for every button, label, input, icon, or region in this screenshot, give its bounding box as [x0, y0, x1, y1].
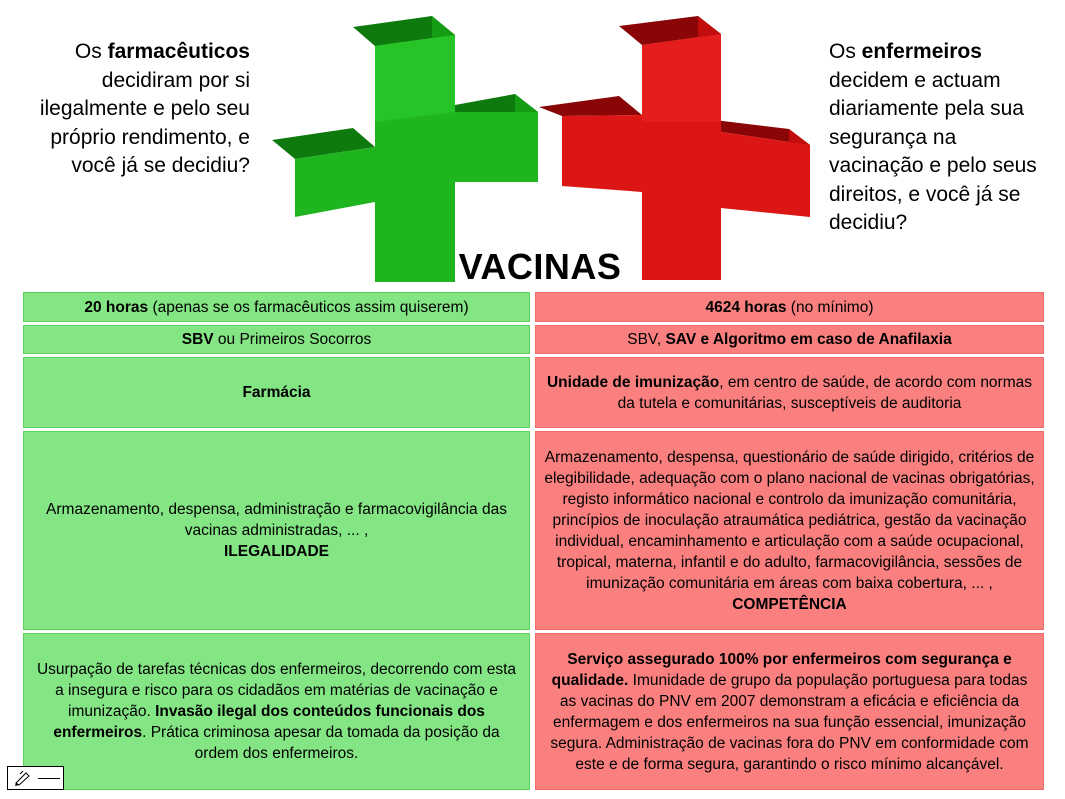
- tasks-pharmacists-bold: ILEGALIDADE: [223, 543, 330, 560]
- consequence-nurses: [535, 633, 1044, 790]
- hours-nurses: [535, 292, 1044, 322]
- location-pharmacists: [23, 357, 530, 428]
- tasks-pharmacists: [23, 431, 530, 630]
- hours-nurses-rest: (no mínimo): [786, 298, 874, 316]
- red-cross-icon: [539, 16, 810, 280]
- tasks-nurses-bold: COMPETÊNCIA: [732, 595, 847, 613]
- pen-icon: [14, 770, 32, 786]
- life-support-nurses: [535, 325, 1044, 354]
- consequence-pharmacists-bold: Invasão ilegal dos conteúdos funcionais dos enfermeiros: [53, 703, 485, 741]
- page-title: VACINAS: [458, 246, 622, 287]
- hours-pharmacists-bold: 20 horas: [84, 298, 149, 316]
- intro-right-pre: Os: [829, 40, 862, 63]
- crosses-graphic: [262, 12, 822, 284]
- intro-nurses: [829, 38, 1044, 238]
- intro-right-post: decidem e actuam diariamente pela sua segurança na vacinação e pelo seus direitos, e você já se decidiu?: [829, 68, 1037, 234]
- hours-pharmacists: [23, 292, 530, 322]
- intro-pharmacists: [30, 38, 250, 181]
- intro-right-bold: enfermeiros: [861, 40, 982, 63]
- life-support-pharmacists-rest: ou Primeiros Socorros: [213, 331, 372, 348]
- consequence-pharmacists-pre: Usurpação de tarefas técnicas dos enfermeiros, decorrendo com esta a insegura e risco para os cidadãos em matérias de vacinação e imunização.: [36, 661, 517, 720]
- intro-left-post: decidiram por si ilegalmente e pelo seu próprio rendimento, e você já se decidiu?: [39, 68, 250, 177]
- green-cross-icon: [272, 16, 538, 282]
- consequence-nurses-rest: Imunidade de grupo da população portuguesa para todas as vacinas do PNV em 2007 demonstram a eficácia e eficiência da enfermagem e dos enfermeiros na sua função essencial, imunização segura. Administração de vacinas fora do PNV em conformidade com este e de forma segura, garantindo o risco mínimo alcançável.: [550, 671, 1029, 773]
- location-nurses-rest: , em centro de saúde, de acordo com normas da tutela e comunitárias, susceptíveis de auditoria: [617, 373, 1032, 412]
- hours-nurses-bold: 4624 horas: [705, 298, 787, 316]
- consequence-pharmacists-post: . Prática criminosa apesar da tomada da posição da ordem dos enfermeiros.: [142, 724, 500, 762]
- intro-left-bold: farmacêuticos: [107, 40, 250, 63]
- menu-line: [38, 778, 60, 779]
- life-support-nurses-pre: SBV,: [627, 331, 666, 348]
- tasks-nurses-text: Armazenamento, despensa, questionário de saúde dirigido, critérios de elegibilidade, adequação com o plano nacional de vacinas obrigatórias, registo informático nacional e controlo da imunização comunitária, princípios de inoculação atraumática pediátrica, gestão da vacinação individual, encaminhamento e articulação com a saúde ocupacional, tropical, materna, infantil e do adulto, farmacovigilância, sessões de imunização comunitária em áreas com baixa cobertura, ... ,: [544, 448, 1035, 592]
- consequence-pharmacists: [23, 633, 530, 790]
- consequence-nurses-bold: Serviço assegurado 100% por enfermeiros com segurança e qualidade.: [551, 650, 1012, 689]
- tasks-nurses: [535, 431, 1044, 630]
- location-nurses-bold: Unidade de imunização: [546, 373, 720, 391]
- life-support-nurses-bold: SAV e Algoritmo em caso de Anafilaxia: [665, 331, 952, 348]
- location-nurses: [535, 357, 1044, 428]
- location-pharmacists-bold: Farmácia: [242, 384, 311, 401]
- life-support-pharmacists: [23, 325, 530, 354]
- hours-pharmacists-rest: (apenas se os farmacêuticos assim quiserem): [148, 298, 469, 316]
- life-support-pharmacists-bold: SBV: [181, 331, 214, 348]
- tasks-pharmacists-text: Armazenamento, despensa, administração e farmacovigilância das vacinas administradas, ... ,: [46, 501, 507, 539]
- presentation-pen-button[interactable]: [7, 766, 64, 790]
- intro-left-pre: Os: [74, 40, 108, 63]
